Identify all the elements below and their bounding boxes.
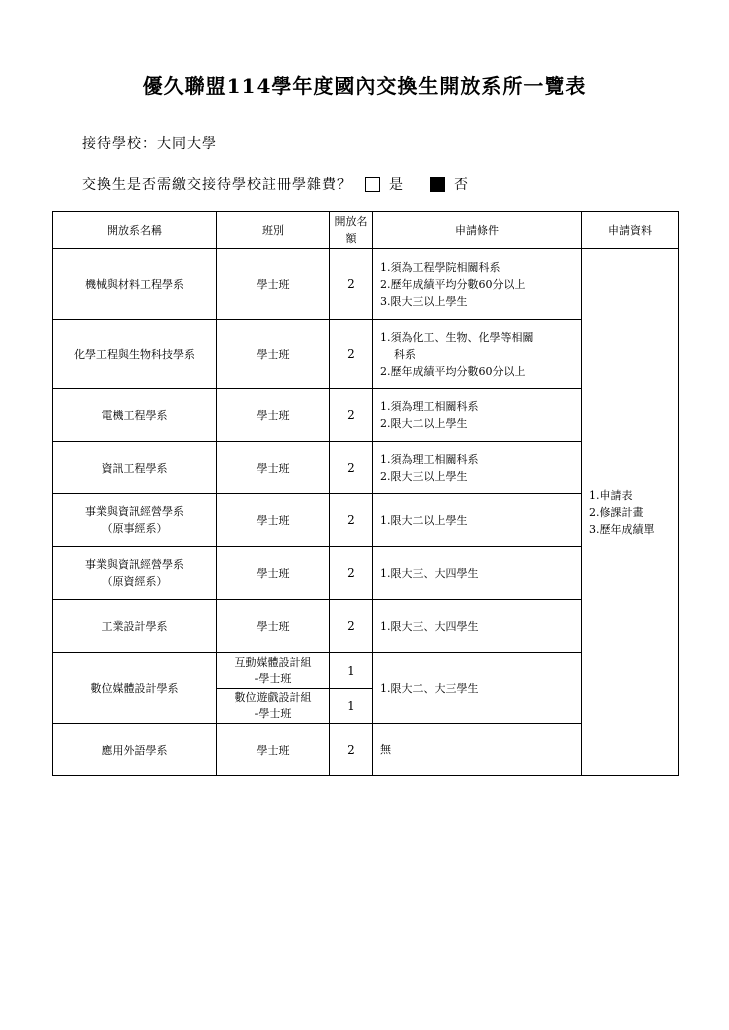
table-header-row	[53, 212, 679, 249]
dept-name: 機械與材料工程學系	[53, 249, 217, 320]
quota: 2	[330, 389, 373, 442]
condition-line: 3.限大三以上學生	[380, 294, 468, 308]
class-type: 學士班	[217, 249, 330, 320]
conditions	[373, 600, 582, 653]
quota: 2	[330, 547, 373, 600]
dept-name	[53, 547, 217, 600]
header-class: 班別	[217, 212, 330, 249]
table-row	[53, 249, 679, 320]
dept-note: （原資經系）	[101, 575, 168, 588]
doc-item: 2.修課計畫	[589, 505, 644, 519]
class-type: 學士班	[217, 320, 330, 389]
class-type	[217, 653, 330, 689]
header-conditions: 申請條件	[373, 212, 582, 249]
fee-question-line	[82, 174, 469, 194]
condition-line: 1.限大三、大四學生	[380, 619, 479, 633]
conditions	[373, 547, 582, 600]
page-title: 優久聯盟114學年度國內交換生開放系所一覽表	[142, 74, 587, 98]
class-type: 學士班	[217, 389, 330, 442]
class-line: 互動媒體設計組	[234, 655, 312, 669]
class-type	[217, 689, 330, 724]
dept-name: 數位媒體設計學系	[53, 653, 217, 724]
conditions	[373, 724, 582, 776]
condition-line: 1.須為化工、生物、化學等相關	[380, 330, 534, 344]
conditions	[373, 389, 582, 442]
header-quota: 開放名額	[330, 212, 373, 249]
conditions	[373, 249, 582, 320]
quota: 1	[330, 689, 373, 724]
dept-name-line: 事業與資訊經營學系	[85, 558, 184, 571]
option-no-label: 否	[454, 177, 469, 193]
checkbox-yes[interactable]	[365, 177, 380, 192]
dept-name: 化學工程與生物科技學系	[53, 320, 217, 389]
condition-line: 1.限大二、大三學生	[380, 681, 479, 695]
class-type: 學士班	[217, 600, 330, 653]
dept-name: 資訊工程學系	[53, 442, 217, 494]
department-table	[52, 211, 679, 776]
quota: 2	[330, 442, 373, 494]
class-type: 學士班	[217, 442, 330, 494]
option-yes-label: 是	[389, 177, 404, 193]
class-type: 學士班	[217, 547, 330, 600]
fee-question: 交換生是否需繳交接待學校註冊學雜費？	[82, 177, 352, 193]
conditions	[373, 494, 582, 547]
doc-item: 3.歷年成績單	[589, 522, 655, 536]
header-dept: 開放系名稱	[53, 212, 217, 249]
condition-line: 科系	[394, 347, 416, 361]
required-docs	[582, 249, 679, 776]
doc-item: 1.申請表	[589, 488, 633, 502]
conditions	[373, 442, 582, 494]
class-type: 學士班	[217, 494, 330, 547]
quota: 1	[330, 653, 373, 689]
host-school: 接待學校：大同大學	[82, 136, 217, 152]
class-line: -學士班	[254, 671, 292, 685]
conditions	[373, 320, 582, 389]
condition-line: 1.須為理工相關科系	[380, 452, 479, 466]
quota: 2	[330, 724, 373, 776]
quota: 2	[330, 320, 373, 389]
dept-name: 應用外語學系	[53, 724, 217, 776]
condition-line: 2.歷年成績平均分數60分以上	[380, 277, 526, 291]
condition-line: 1.限大二以上學生	[380, 513, 468, 527]
conditions	[373, 653, 582, 724]
quota: 2	[330, 494, 373, 547]
class-type: 學士班	[217, 724, 330, 776]
dept-name	[53, 494, 217, 547]
dept-name-line: 事業與資訊經營學系	[85, 505, 184, 518]
quota: 2	[330, 249, 373, 320]
condition-line: 1.須為理工相關科系	[380, 400, 479, 413]
condition-line: 1.須為工程學院相關科系	[380, 260, 501, 274]
condition-line: 無	[380, 743, 391, 756]
header-docs: 申請資料	[582, 212, 679, 249]
class-line: 數位遊戲設計組	[234, 691, 312, 704]
quota: 2	[330, 600, 373, 653]
dept-note: （原事經系）	[101, 522, 168, 535]
condition-line: 2.限大三以上學生	[380, 469, 468, 483]
condition-line: 2.限大二以上學生	[380, 417, 468, 430]
class-line: -學士班	[254, 707, 292, 720]
dept-name: 電機工程學系	[53, 389, 217, 442]
checkbox-no[interactable]	[430, 177, 445, 192]
condition-line: 2.歷年成績平均分數60分以上	[380, 364, 526, 378]
dept-name: 工業設計學系	[53, 600, 217, 653]
condition-line: 1.限大三、大四學生	[380, 566, 479, 580]
